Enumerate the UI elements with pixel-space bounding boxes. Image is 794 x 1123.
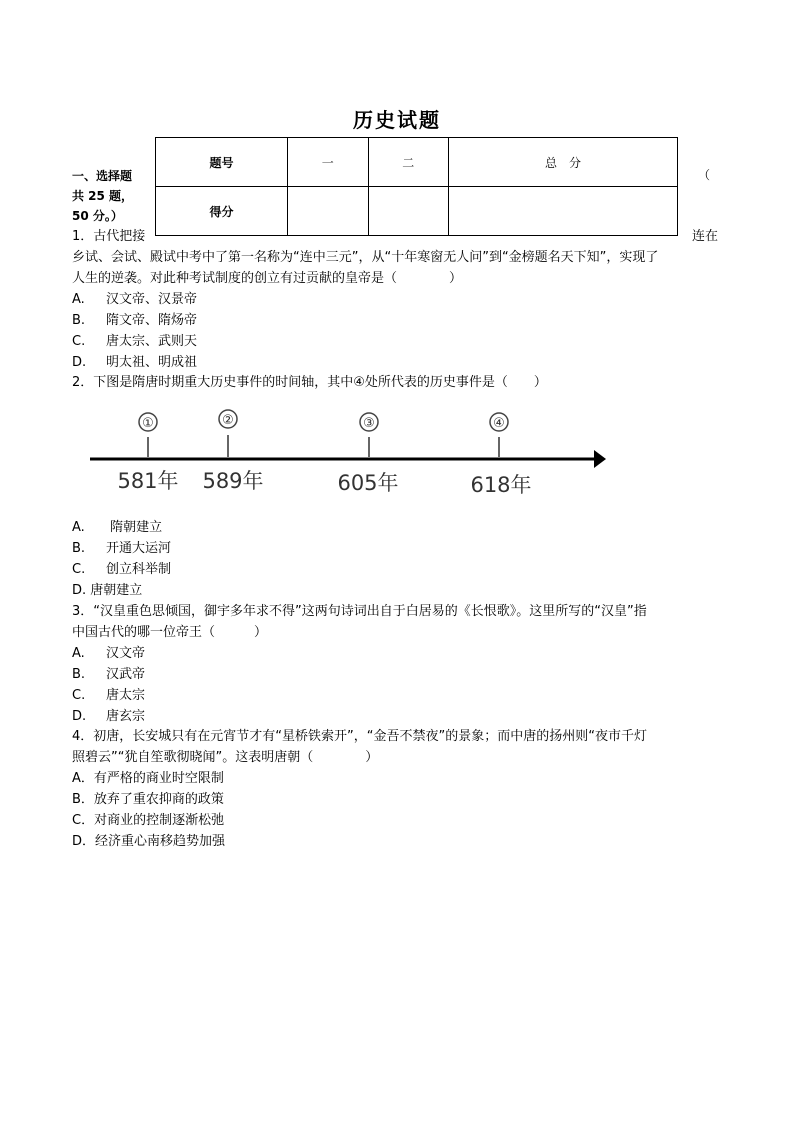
option-text: 唐太宗	[106, 688, 146, 703]
q1-line1-right: 连在	[692, 229, 719, 244]
timeline-event-3	[337, 413, 398, 495]
section-label-line: 50 分。）	[72, 209, 123, 223]
option-letter: D.	[72, 709, 87, 724]
q3-option-d[interactable]	[72, 707, 145, 727]
score-table	[155, 137, 678, 236]
q2-option-d[interactable]	[72, 581, 142, 601]
timeline-event-1	[117, 413, 178, 493]
option-text: 隋文帝、隋炀帝	[106, 313, 198, 328]
score-header-part2: 二	[368, 138, 449, 187]
timeline-year-label: 605年	[337, 471, 399, 495]
page-title: 历史试题	[353, 108, 441, 132]
score-header-part1: 一	[288, 138, 369, 187]
timeline-arrow-icon	[594, 450, 606, 468]
score-header-total: 总 分	[449, 138, 678, 187]
option-letter: C.	[72, 562, 86, 577]
option-letter: C.	[72, 688, 86, 703]
option-letter: B.	[72, 667, 86, 682]
q2-option-c[interactable]	[72, 560, 171, 580]
score-cell-total[interactable]	[449, 187, 678, 236]
q3-option-b[interactable]	[72, 665, 145, 685]
timeline-year-label: 589年	[202, 469, 264, 493]
q4-option-a[interactable]: A．有严格的商业时空限制	[72, 771, 224, 786]
option-text: 创立科举制	[106, 562, 172, 577]
timeline-marker-label: ①	[142, 416, 154, 431]
option-letter: A.	[72, 646, 85, 661]
timeline-event-2	[202, 410, 263, 493]
timeline-marker-label: ②	[222, 413, 234, 428]
q1-option-a[interactable]	[72, 290, 197, 310]
option-letter: D.	[72, 583, 87, 598]
score-row-label: 得分	[156, 187, 288, 236]
option-letter: A.	[72, 520, 85, 535]
option-letter: A.	[72, 292, 85, 307]
section-label-line: 一、选择题	[72, 169, 133, 183]
option-text: 隋朝建立	[106, 520, 163, 535]
q4-line1: 4．初唐，长安城只有在元宵节才有“星桥铁索开”，“金吾不禁夜”的景象；而中唐的扬州则“夜市千灯	[72, 729, 647, 744]
option-text: 明太祖、明成祖	[106, 355, 198, 370]
q4-option-b[interactable]: B．放弃了重农抑商的政策	[72, 792, 224, 807]
q1-line1-left: 1．古代把接	[72, 229, 146, 244]
option-text: 开通大运河	[106, 541, 172, 556]
open-paren: （	[698, 168, 711, 182]
q1-option-c[interactable]	[72, 332, 197, 352]
option-text: 汉文帝	[106, 646, 146, 661]
section-label-line: 共 25 题，	[72, 189, 134, 203]
q4-option-d[interactable]: D．经济重心南移趋势加强	[72, 834, 226, 849]
q2-option-a[interactable]	[72, 518, 162, 538]
section-label	[72, 166, 148, 226]
q2-option-b[interactable]	[72, 539, 171, 559]
score-cell-part2[interactable]	[368, 187, 449, 236]
q2-stem: 2．下图是隋唐时期重大历史事件的时间轴，其中④处所代表的历史事件是（ ）	[72, 375, 547, 390]
option-text: 唐太宗、武则天	[106, 334, 198, 349]
q1-line3: 人生的逆袭。对此种考试制度的创立有过贡献的皇帝是（ ）	[72, 271, 463, 286]
q4-option-c[interactable]: C．对商业的控制逐渐松弛	[72, 813, 225, 828]
score-cell-part1[interactable]	[288, 187, 369, 236]
q4-line2: 照碧云”“犹自笙歌彻晓闻”。这表明唐朝（ ）	[72, 750, 379, 765]
option-letter: B.	[72, 313, 86, 328]
timeline-event-4	[470, 413, 531, 497]
timeline-year-label: 618年	[470, 473, 532, 497]
option-text: 唐玄宗	[106, 709, 146, 724]
option-letter: D.	[72, 355, 87, 370]
timeline-marker-label: ③	[363, 416, 375, 431]
q3-line2: 中国古代的哪一位帝王（ ）	[72, 625, 268, 640]
option-text: 汉文帝、汉景帝	[106, 292, 198, 307]
q1-option-d[interactable]	[72, 353, 197, 373]
q1-line2: 乡试、会试、殿试中考中了第一名称为“连中三元”，从“十年寒窗无人问”到“金榜题名天下知”，实现了	[72, 250, 659, 265]
q3-option-a[interactable]	[72, 644, 145, 664]
q3-option-c[interactable]	[72, 686, 145, 706]
option-letter: C.	[72, 334, 86, 349]
timeline-year-label: 581年	[117, 469, 179, 493]
timeline-marker-label: ④	[493, 416, 505, 431]
option-text: 唐朝建立	[90, 583, 143, 598]
option-letter: B.	[72, 541, 86, 556]
score-header-label: 题号	[156, 138, 288, 187]
q1-option-b[interactable]	[72, 311, 197, 331]
option-text: 汉武帝	[106, 667, 146, 682]
q3-line1: 3．“汉皇重色思倾国，御宇多年求不得”这两句诗词出自于白居易的《长恨歌》。这里所写的“汉皇”指	[72, 604, 647, 619]
timeline-figure	[88, 405, 608, 500]
